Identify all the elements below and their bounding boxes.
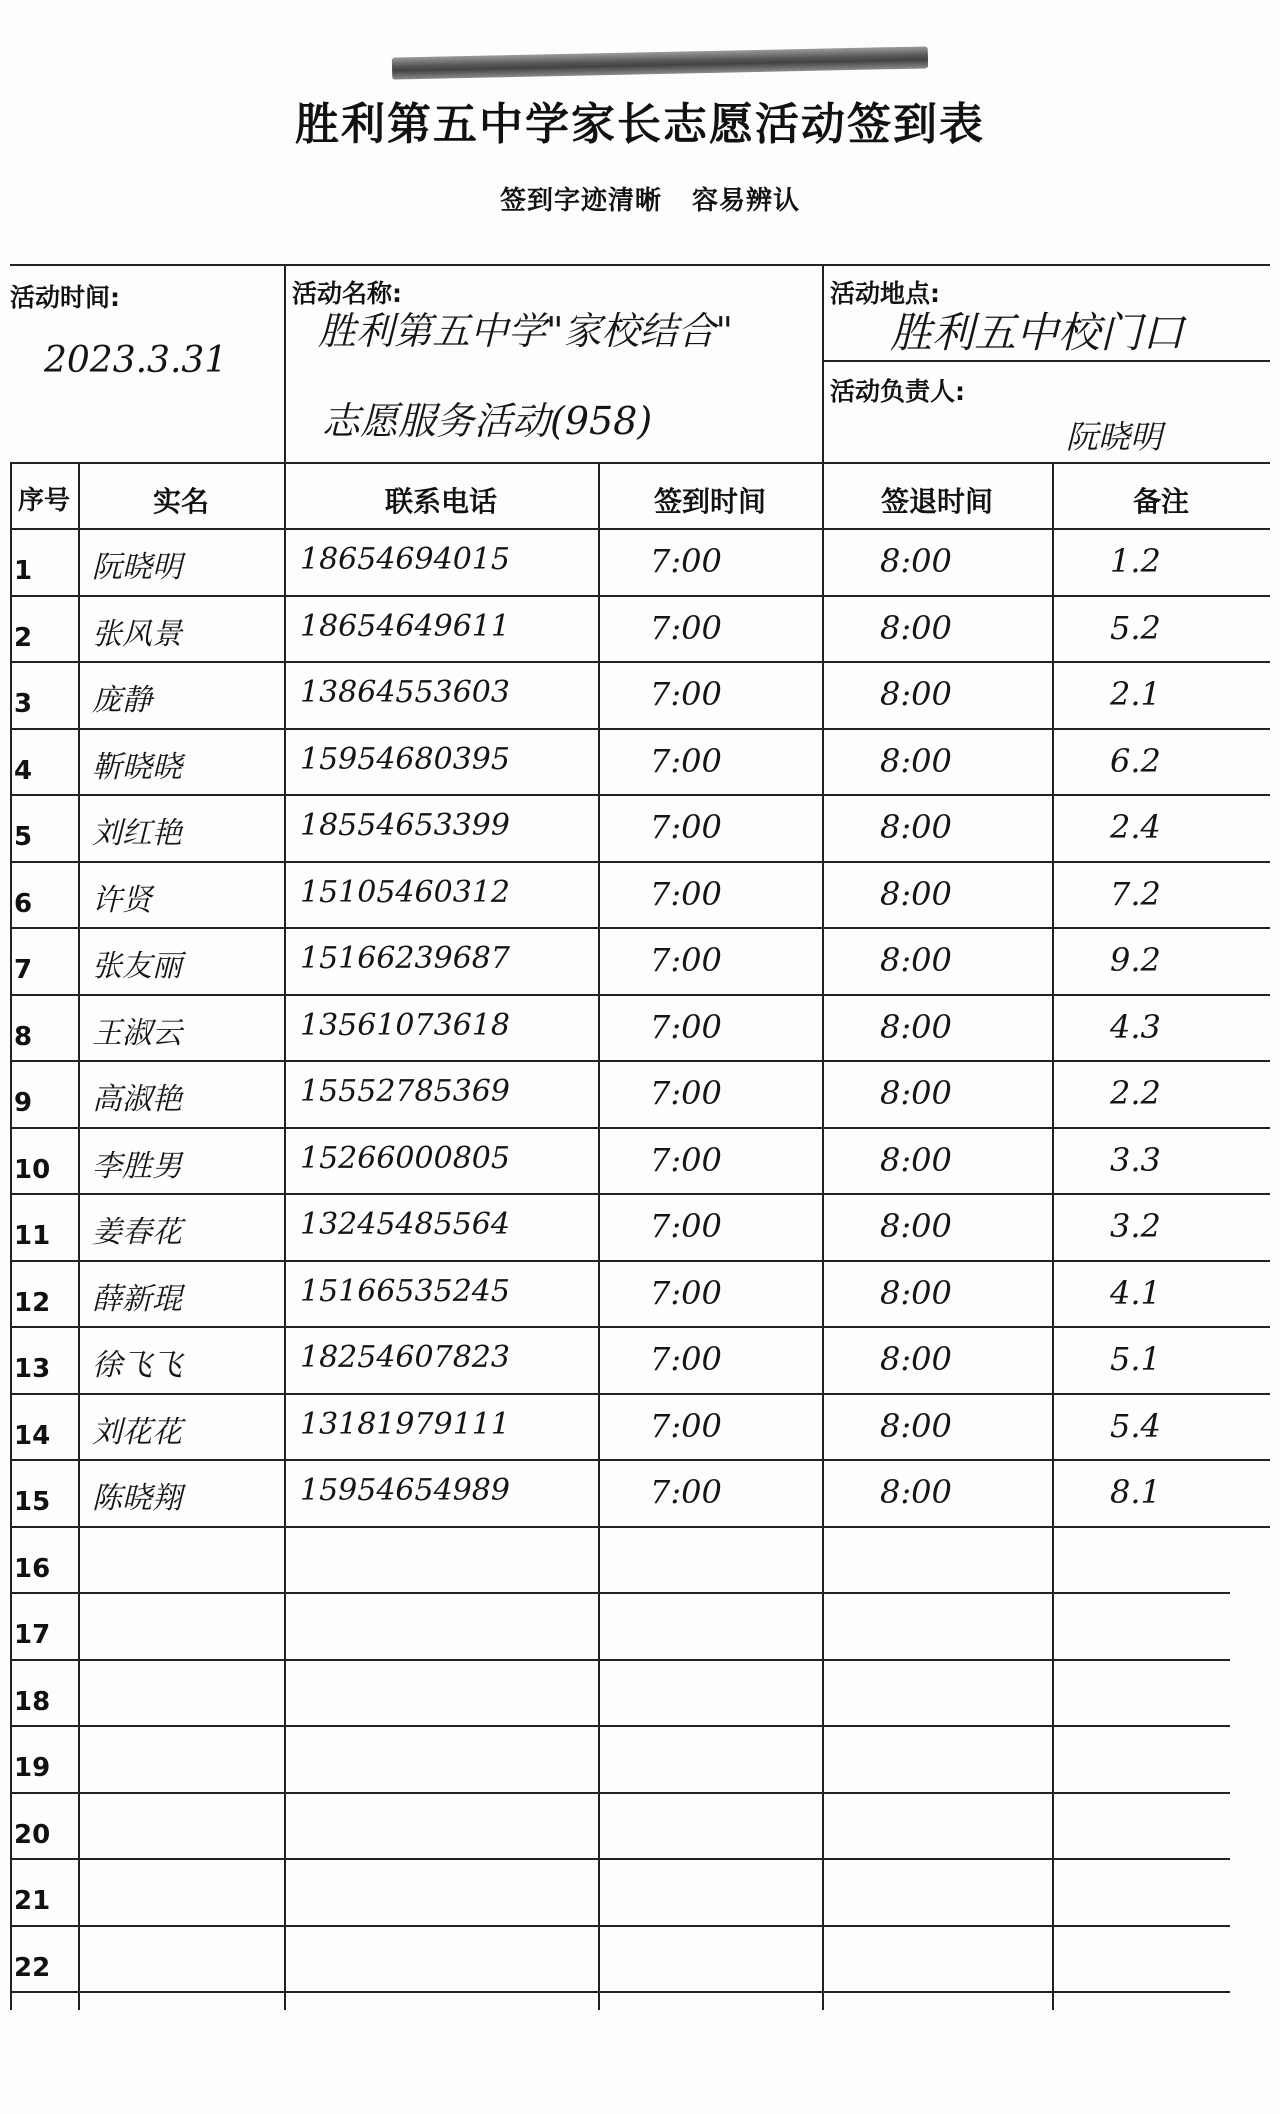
sign-in-time: 7:00 — [650, 608, 722, 647]
signer-phone: 15166535245 — [300, 1273, 510, 1309]
row-number: 4 — [14, 755, 33, 786]
sign-out-time: 8:00 — [880, 941, 952, 979]
sign-in-time: 7:00 — [650, 808, 722, 846]
sign-out-time: 8:00 — [880, 542, 952, 580]
row-number: 1 — [14, 556, 33, 586]
row-divider-line — [10, 1326, 1270, 1328]
signer-phone: 18654694015 — [300, 542, 510, 577]
col-divider-in — [598, 462, 600, 2010]
row-number: 9 — [14, 1088, 33, 1118]
signer-phone: 13245485564 — [300, 1207, 510, 1242]
row-number: 15 — [14, 1487, 51, 1517]
sign-out-time: 8:00 — [880, 1207, 952, 1245]
row-divider-line — [10, 1858, 1230, 1860]
row-divider-line — [10, 1592, 1230, 1594]
info-divider-1 — [284, 264, 286, 462]
row-number: 21 — [14, 1886, 51, 1916]
sign-out-time: 8:00 — [880, 1473, 952, 1511]
signer-phone: 13864553603 — [300, 675, 510, 710]
header-phone: 联系电话 — [384, 485, 497, 518]
row-number: 13 — [14, 1354, 51, 1384]
sign-in-time: 7:00 — [650, 1473, 722, 1511]
document-subtitle — [500, 180, 830, 217]
redaction-bar — [392, 46, 928, 79]
place-label: 活动地点: — [830, 279, 940, 308]
signer-name: 李胜男 — [92, 1148, 182, 1184]
row-number: 20 — [14, 1819, 51, 1850]
row-divider-line — [10, 728, 1270, 730]
time-value: 2023.3.31 — [44, 340, 228, 381]
header-seq: 序号 — [17, 486, 70, 516]
note-value: 6.2 — [1110, 741, 1161, 780]
note-value: 5.2 — [1110, 608, 1161, 647]
note-value: 4.1 — [1110, 1273, 1161, 1312]
header-sign-in: 签到时间 — [653, 485, 766, 518]
row-divider-line — [10, 1060, 1270, 1062]
place-value: 胜利五中校门口 — [890, 308, 1185, 357]
table-left-edge — [10, 462, 12, 2010]
sign-in-time: 7:00 — [650, 874, 722, 913]
signer-phone: 13561073618 — [300, 1007, 510, 1043]
note-value: 2.4 — [1110, 808, 1161, 846]
row-divider-line — [10, 927, 1270, 929]
sign-out-time: 8:00 — [880, 1406, 952, 1445]
note-value: 5.1 — [1110, 1340, 1161, 1378]
signer-phone: 13181979111 — [300, 1406, 510, 1442]
row-number: 22 — [14, 1952, 51, 1983]
signer-name: 薛新琨 — [92, 1281, 182, 1317]
row-divider-line — [10, 994, 1270, 996]
row-divider-line — [10, 1991, 1230, 1993]
leader-label: 活动负责人: — [830, 377, 965, 406]
note-value: 1.2 — [1110, 542, 1161, 580]
header-name: 实名 — [152, 485, 209, 518]
signer-phone: 15552785369 — [300, 1074, 510, 1109]
signer-name: 庞静 — [92, 683, 152, 718]
sign-in-time: 7:00 — [650, 1406, 722, 1445]
row-divider-line — [10, 1526, 1270, 1528]
note-value: 8.1 — [1110, 1473, 1161, 1511]
header-note: 备注 — [1132, 485, 1189, 518]
col-divider-name — [78, 462, 80, 2010]
note-value: 2.2 — [1110, 1074, 1161, 1112]
sign-in-time: 7:00 — [650, 741, 722, 780]
sign-in-time: 7:00 — [650, 941, 722, 979]
col-divider-phone — [284, 462, 286, 2010]
signer-name: 陈晓翔 — [92, 1481, 182, 1516]
sign-in-time: 7:00 — [650, 1340, 722, 1378]
signer-name: 徐飞飞 — [92, 1348, 182, 1383]
sign-in-time: 7:00 — [650, 1207, 722, 1245]
row-number: 18 — [14, 1686, 51, 1717]
sign-out-time: 8:00 — [880, 808, 952, 846]
row-number: 12 — [14, 1287, 51, 1318]
signer-phone: 18654649611 — [300, 608, 510, 644]
signer-phone: 15954654989 — [300, 1473, 510, 1508]
row-divider-line — [10, 1193, 1270, 1195]
row-number: 11 — [14, 1221, 51, 1251]
note-value: 7.2 — [1110, 874, 1161, 913]
note-value: 4.3 — [1110, 1007, 1161, 1046]
row-divider-line — [10, 661, 1270, 663]
frame-top-line — [10, 264, 1270, 266]
document-title: 胜利第五中学家长志愿活动签到表 — [295, 99, 985, 150]
signer-name: 刘红艳 — [92, 816, 182, 851]
signer-name: 高淑艳 — [92, 1082, 182, 1117]
note-value: 3.3 — [1110, 1140, 1161, 1179]
row-number: 8 — [14, 1021, 33, 1052]
sign-out-time: 8:00 — [880, 608, 952, 647]
row-divider-line — [10, 861, 1270, 863]
header-sign-out: 签退时间 — [880, 485, 993, 518]
row-number: 16 — [14, 1553, 51, 1584]
row-divider-line — [10, 1925, 1230, 1927]
row-number: 3 — [14, 689, 33, 719]
row-divider-line — [10, 1659, 1230, 1661]
sign-out-time: 8:00 — [880, 1273, 952, 1312]
row-divider-line — [10, 1393, 1270, 1395]
activity-name-line1: 胜利第五中学"家校结合" — [318, 309, 733, 353]
row-number: 5 — [14, 822, 33, 852]
sign-out-time: 8:00 — [880, 741, 952, 780]
sign-in-time: 7:00 — [650, 1074, 722, 1112]
row-divider-line — [10, 794, 1270, 796]
row-number: 19 — [14, 1753, 51, 1783]
col-divider-note — [1052, 462, 1054, 2010]
col-divider-out — [822, 462, 824, 2010]
sign-out-time: 8:00 — [880, 1007, 952, 1046]
sign-in-time: 7:00 — [650, 542, 722, 580]
sign-out-time: 8:00 — [880, 675, 952, 713]
row-number: 7 — [14, 955, 33, 985]
leader-signature: 阮晓明 — [1066, 418, 1163, 456]
signer-name: 姜春花 — [92, 1215, 182, 1250]
row-divider-line — [10, 1260, 1270, 1262]
sign-out-time: 8:00 — [880, 1140, 952, 1179]
signer-name: 王淑云 — [92, 1015, 182, 1051]
activity-name-label: 活动名称: — [292, 279, 402, 308]
subtitle-part: 签到字迹清晰 — [500, 186, 663, 216]
signer-name: 张风景 — [92, 616, 182, 652]
signer-phone: 15954680395 — [300, 741, 510, 777]
row-number: 17 — [14, 1620, 51, 1650]
signer-phone: 15266000805 — [300, 1140, 510, 1176]
note-value: 9.2 — [1110, 941, 1161, 979]
sign-out-time: 8:00 — [880, 1340, 952, 1378]
row-divider-line — [10, 1725, 1230, 1727]
signer-phone: 18254607823 — [300, 1340, 510, 1375]
info-bottom-line — [10, 462, 1270, 464]
row-divider-line — [10, 1127, 1270, 1129]
signer-name: 刘花花 — [92, 1414, 182, 1450]
sign-out-time: 8:00 — [880, 1074, 952, 1112]
sign-in-time: 7:00 — [650, 675, 722, 713]
row-number: 10 — [14, 1154, 51, 1185]
note-value: 3.2 — [1110, 1207, 1161, 1245]
signer-name: 靳晓晓 — [92, 749, 182, 785]
signer-name: 许贤 — [92, 882, 152, 918]
note-value: 5.4 — [1110, 1406, 1161, 1445]
row-divider-line — [10, 1459, 1270, 1461]
row-number: 6 — [14, 888, 33, 919]
sign-in-time: 7:00 — [650, 1273, 722, 1312]
signer-phone: 18554653399 — [300, 808, 510, 843]
signer-phone: 15166239687 — [300, 941, 510, 976]
time-label: 活动时间: — [10, 283, 120, 312]
row-divider-line — [10, 595, 1270, 597]
place-divider-line — [822, 360, 1270, 362]
row-number: 14 — [14, 1420, 51, 1451]
row-divider-line — [10, 1792, 1230, 1794]
subtitle-part: 容易辨认 — [692, 186, 801, 216]
signer-name: 阮晓明 — [92, 550, 182, 585]
note-value: 2.1 — [1110, 675, 1161, 713]
header-bottom-line — [10, 528, 1270, 530]
activity-name-line2: 志愿服务活动(958) — [322, 399, 653, 443]
signer-phone: 15105460312 — [300, 874, 510, 910]
sign-in-time: 7:00 — [650, 1007, 722, 1046]
row-number: 2 — [14, 622, 33, 653]
info-divider-2 — [822, 264, 824, 462]
signer-name: 张友丽 — [92, 949, 182, 984]
sign-in-time: 7:00 — [650, 1140, 722, 1179]
sign-out-time: 8:00 — [880, 874, 952, 913]
